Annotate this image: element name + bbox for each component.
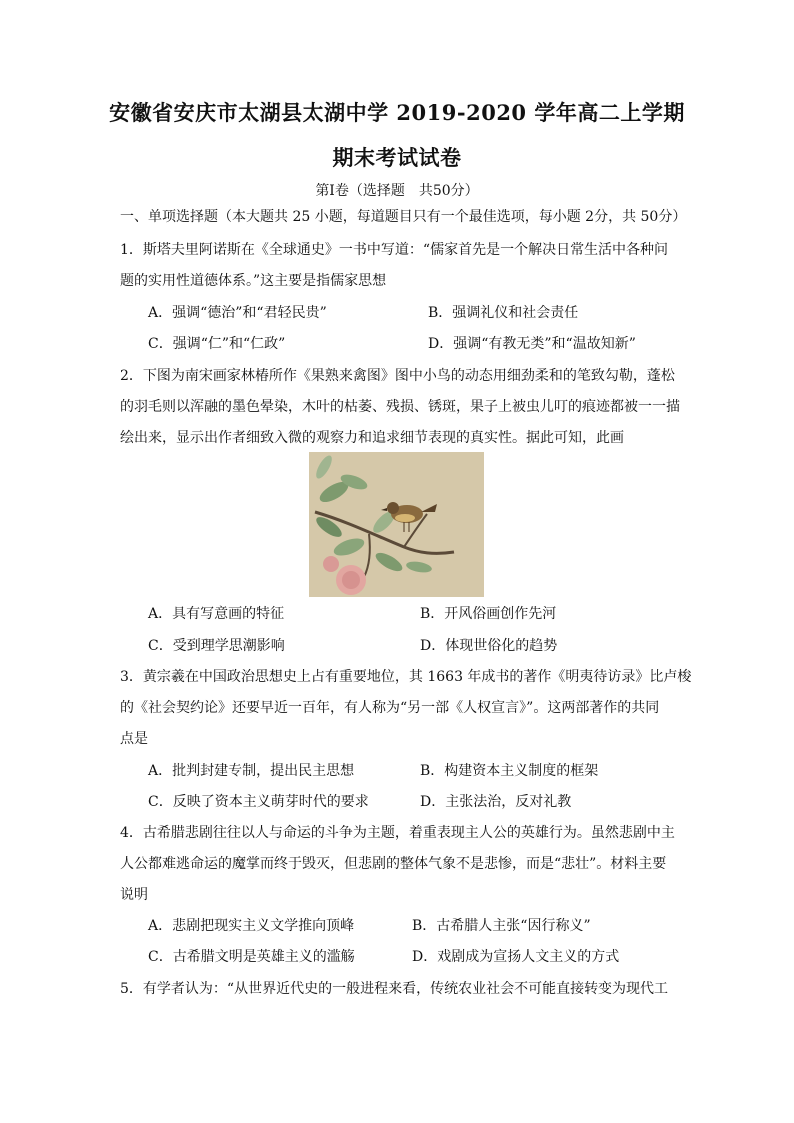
question-4-option-c: C．古希腊文明是英雄主义的滥觞: [148, 949, 355, 965]
question-1-option-c: C．强调“仁”和“仁政”: [148, 336, 286, 352]
question-3-option-c: C．反映了资本主义萌芽时代的要求: [148, 794, 369, 810]
question-3-option-a: A．批判封建专制，提出民主思想: [148, 763, 355, 779]
question-2-line-1: 2．下图为南宋画家林椿所作《果熟来禽图》图中小鸟的动态用细劲柔和的笔致勾勒，蓬松: [120, 368, 675, 384]
question-4-option-d: D．戏剧成为宣扬人文主义的方式: [412, 949, 620, 965]
question-4-line-2: 人公都难逃命运的魔掌而终于毁灭，但悲剧的整体气象不是悲惨，而是“悲壮”。材料主要: [120, 856, 667, 872]
question-2-line-2: 的羽毛则以浑融的墨色晕染，木叶的枯萎、残损、锈斑，果子上被虫儿叮的痕迹都被一一描: [120, 399, 680, 415]
question-3-option-d: D．主张法治，反对礼教: [420, 794, 572, 810]
question-3-line-1: 3．黄宗羲在中国政治思想史上占有重要地位，其 1663 年成书的著作《明夷待访录》比卢梭: [120, 669, 692, 685]
part-heading: 第Ⅰ卷（选择题 共50分）: [315, 183, 479, 199]
question-2-option-c: C．受到理学思潮影响: [148, 638, 285, 654]
question-2-line-3: 绘出来，显示出作者细致入微的观察力和追求细节表现的真实性。据此可知，此画: [120, 430, 624, 446]
question-5-line-1: 5．有学者认为：“从世界近代史的一般进程来看，传统农业社会不可能直接转变为现代工: [120, 981, 669, 997]
question-1-line-1: 1．斯塔夫里阿诺斯在《全球通史》一书中写道：“儒家首先是一个解决日常生活中各种问: [120, 242, 669, 258]
question-4-option-a: A．悲剧把现实主义文学推向顶峰: [148, 918, 355, 934]
question-4-line-3: 说明: [120, 887, 148, 903]
question-2-option-d: D．体现世俗化的趋势: [420, 638, 558, 654]
question-3-line-2: 的《社会契约论》还要早近一百年，有人称为“另一部《人权宣言》”。这两部著作的共同: [120, 700, 660, 716]
question-4-line-1: 4．古希腊悲剧往往以人与命运的斗争为主题，着重表现主人公的英雄行为。虽然悲剧中主: [120, 825, 675, 841]
question-1-option-a: A．强调“德治”和“君轻民贵”: [148, 305, 327, 321]
question-2-option-b: B．开风俗画创作先河: [420, 606, 557, 622]
question-3-option-b: B．构建资本主义制度的框架: [420, 763, 599, 779]
exam-title-line1: 安徽省安庆市太湖县太湖中学 2019-2020 学年高二上学期: [109, 100, 685, 125]
exam-title-line2: 期末考试试卷: [332, 145, 462, 170]
question-1-option-b: B．强调礼仪和社会责任: [428, 305, 579, 321]
painting-image: [309, 452, 484, 597]
section-heading: 一、单项选择题（本大题共 25 小题，每道题目只有一个最佳选项，每小题 2分，共 50分）: [120, 209, 687, 225]
bird-fruit-painting-icon: [309, 452, 484, 597]
question-4-option-b: B．古希腊人主张“因行称义”: [412, 918, 591, 934]
question-1-option-d: D．强调“有教无类”和“温故知新”: [428, 336, 636, 352]
question-1-line-2: 题的实用性道德体系。”这主要是指儒家思想: [120, 273, 387, 289]
question-3-line-3: 点是: [120, 731, 148, 747]
question-2-option-a: A．具有写意画的特征: [148, 606, 285, 622]
